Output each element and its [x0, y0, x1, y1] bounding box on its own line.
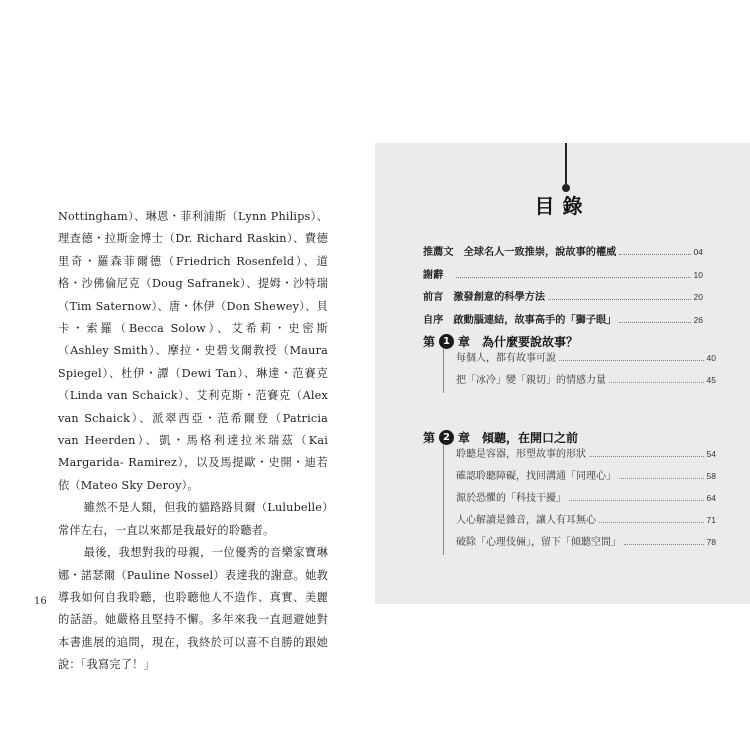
- section-page: 58: [706, 471, 716, 481]
- entry-label: 謝辭: [423, 269, 444, 281]
- entry-title: 啟動腦連結，故事高手的「獅子眼」: [453, 314, 617, 326]
- toc-entry[interactable]: [423, 288, 703, 311]
- chapter-number-badge: 1: [439, 334, 454, 349]
- entry-title: 激發創意的科學方法: [453, 292, 546, 303]
- section-title: 每個人，都有故事可說: [456, 353, 556, 364]
- chapter-title: 為什麼要說故事？: [482, 335, 579, 349]
- chapter-heading-1[interactable]: [423, 333, 578, 350]
- paragraph: 最後，我想對我的母親，一位優秀的音樂家寶琳娜・諾瑟爾（Pauline Nossel）表達我的謝意。她教導我如何自我聆聽，也聆聽他人不造作、真實、美麗的話語。她嚴格且堅持不懈。多年來我一直迴避她對本書進展的追問，現在，我終於可以喜不自勝的跟她說：「我寫完了！」: [58, 546, 328, 672]
- dot-leader: [619, 321, 690, 323]
- paragraph: 雖然不是人類，但我的貓路路貝爾（Lulubelle）常伴左右，一直以來都是我最好的聆聽者。: [58, 501, 328, 537]
- toc-title: 目錄: [534, 194, 591, 218]
- section-page: 71: [706, 515, 716, 525]
- dot-leader: [599, 521, 704, 523]
- paragraph: Nottingham）、琳恩・菲利浦斯（Lynn Philips）、理查德・拉斯金博士（Dr. Richard Raskin）、費德里奇・羅森菲爾德（Friedrich Rosenfeld）、道格・沙佛倫尼克（Doug Safranek）、提姆・沙特瑞（Tim Saternow）、唐・休伊（Don Shewey）、貝卡・索羅（Becca Solow）、艾希莉・史密斯（Ashley Smith）、摩拉・史碧戈爾教授（Maura Spiegel）、杜伊・譚（Dewi Tan）、琳達・范賽克（Linda van Schaick）、艾利克斯・范賽克（Alex van Schaick）、派翠西亞・范希爾登（Patricia van Heerden）、凱・馬格利達拉米瑞茲（Kai Margarida- Ramirez），以及馬提歐・史開・迪若依（Mateo Sky Deroy）。: [58, 210, 328, 492]
- section-page: 54: [706, 449, 716, 459]
- section-page: 78: [706, 537, 716, 547]
- front-matter-list: [423, 243, 703, 333]
- dot-leader: [589, 455, 704, 457]
- toc-section-entry[interactable]: [456, 349, 716, 371]
- toc-entry[interactable]: [423, 266, 703, 289]
- entry-page: 04: [693, 247, 703, 257]
- entry-page: 26: [693, 314, 703, 325]
- right-page-toc: [375, 143, 750, 604]
- toc-section-entry[interactable]: [456, 371, 716, 393]
- entry-title: 全球名人一致推崇，說故事的權威: [463, 247, 617, 258]
- section-title: 人心解讀是雜音，讓人有耳無心: [456, 515, 596, 526]
- dot-leader: [569, 499, 704, 501]
- dot-leader: [609, 381, 704, 383]
- toc-section-entry[interactable]: [456, 489, 716, 511]
- dot-leader: [456, 276, 690, 278]
- chapter-title: 傾聽，在開口之前: [482, 431, 579, 445]
- chapter-suffix: 章: [458, 431, 471, 445]
- chapter-heading-2[interactable]: [423, 429, 578, 446]
- section-title: 聆聽是容器，形塑故事的形狀: [456, 449, 586, 460]
- dot-leader: [559, 359, 704, 361]
- section-page: 64: [706, 493, 716, 503]
- chapter-number-badge: 2: [439, 430, 454, 445]
- chapter-1-sections: [443, 349, 716, 393]
- section-title: 源於恐懼的「科技干擾」: [456, 493, 566, 504]
- entry-label: 推薦文: [423, 247, 454, 258]
- entry-label: 前言: [423, 292, 444, 303]
- entry-label: 自序: [423, 314, 444, 326]
- toc-section-entry[interactable]: [456, 467, 716, 489]
- dot-leader: [619, 253, 690, 255]
- section-page: 40: [706, 353, 716, 363]
- chapter-2-sections: [443, 445, 716, 555]
- chapter-prefix: 第: [423, 431, 436, 445]
- dot-leader: [624, 543, 704, 545]
- toc-section-entry[interactable]: [456, 533, 716, 555]
- section-title: 破除「心理伎倆」，留下「傾聽空間」: [456, 537, 621, 548]
- toc-entry[interactable]: [423, 243, 703, 266]
- toc-section-entry[interactable]: [456, 511, 716, 533]
- chapter-suffix: 章: [458, 335, 471, 349]
- toc-entry[interactable]: [423, 311, 703, 334]
- entry-page: 20: [693, 292, 703, 302]
- dot-leader: [548, 298, 690, 300]
- acknowledgement-text: [58, 206, 328, 677]
- dot-leader: [619, 477, 704, 479]
- section-title: 把「冰冷」變「親切」的情感力量: [456, 375, 606, 386]
- chapter-prefix: 第: [423, 335, 436, 349]
- entry-page: 10: [693, 269, 703, 280]
- toc-section-entry[interactable]: [456, 445, 716, 467]
- section-title: 確認聆聽障礙，找回溝通「同理心」: [456, 471, 616, 482]
- page-number: 16: [34, 596, 47, 607]
- section-page: 45: [706, 375, 716, 385]
- decorative-line: [565, 143, 567, 187]
